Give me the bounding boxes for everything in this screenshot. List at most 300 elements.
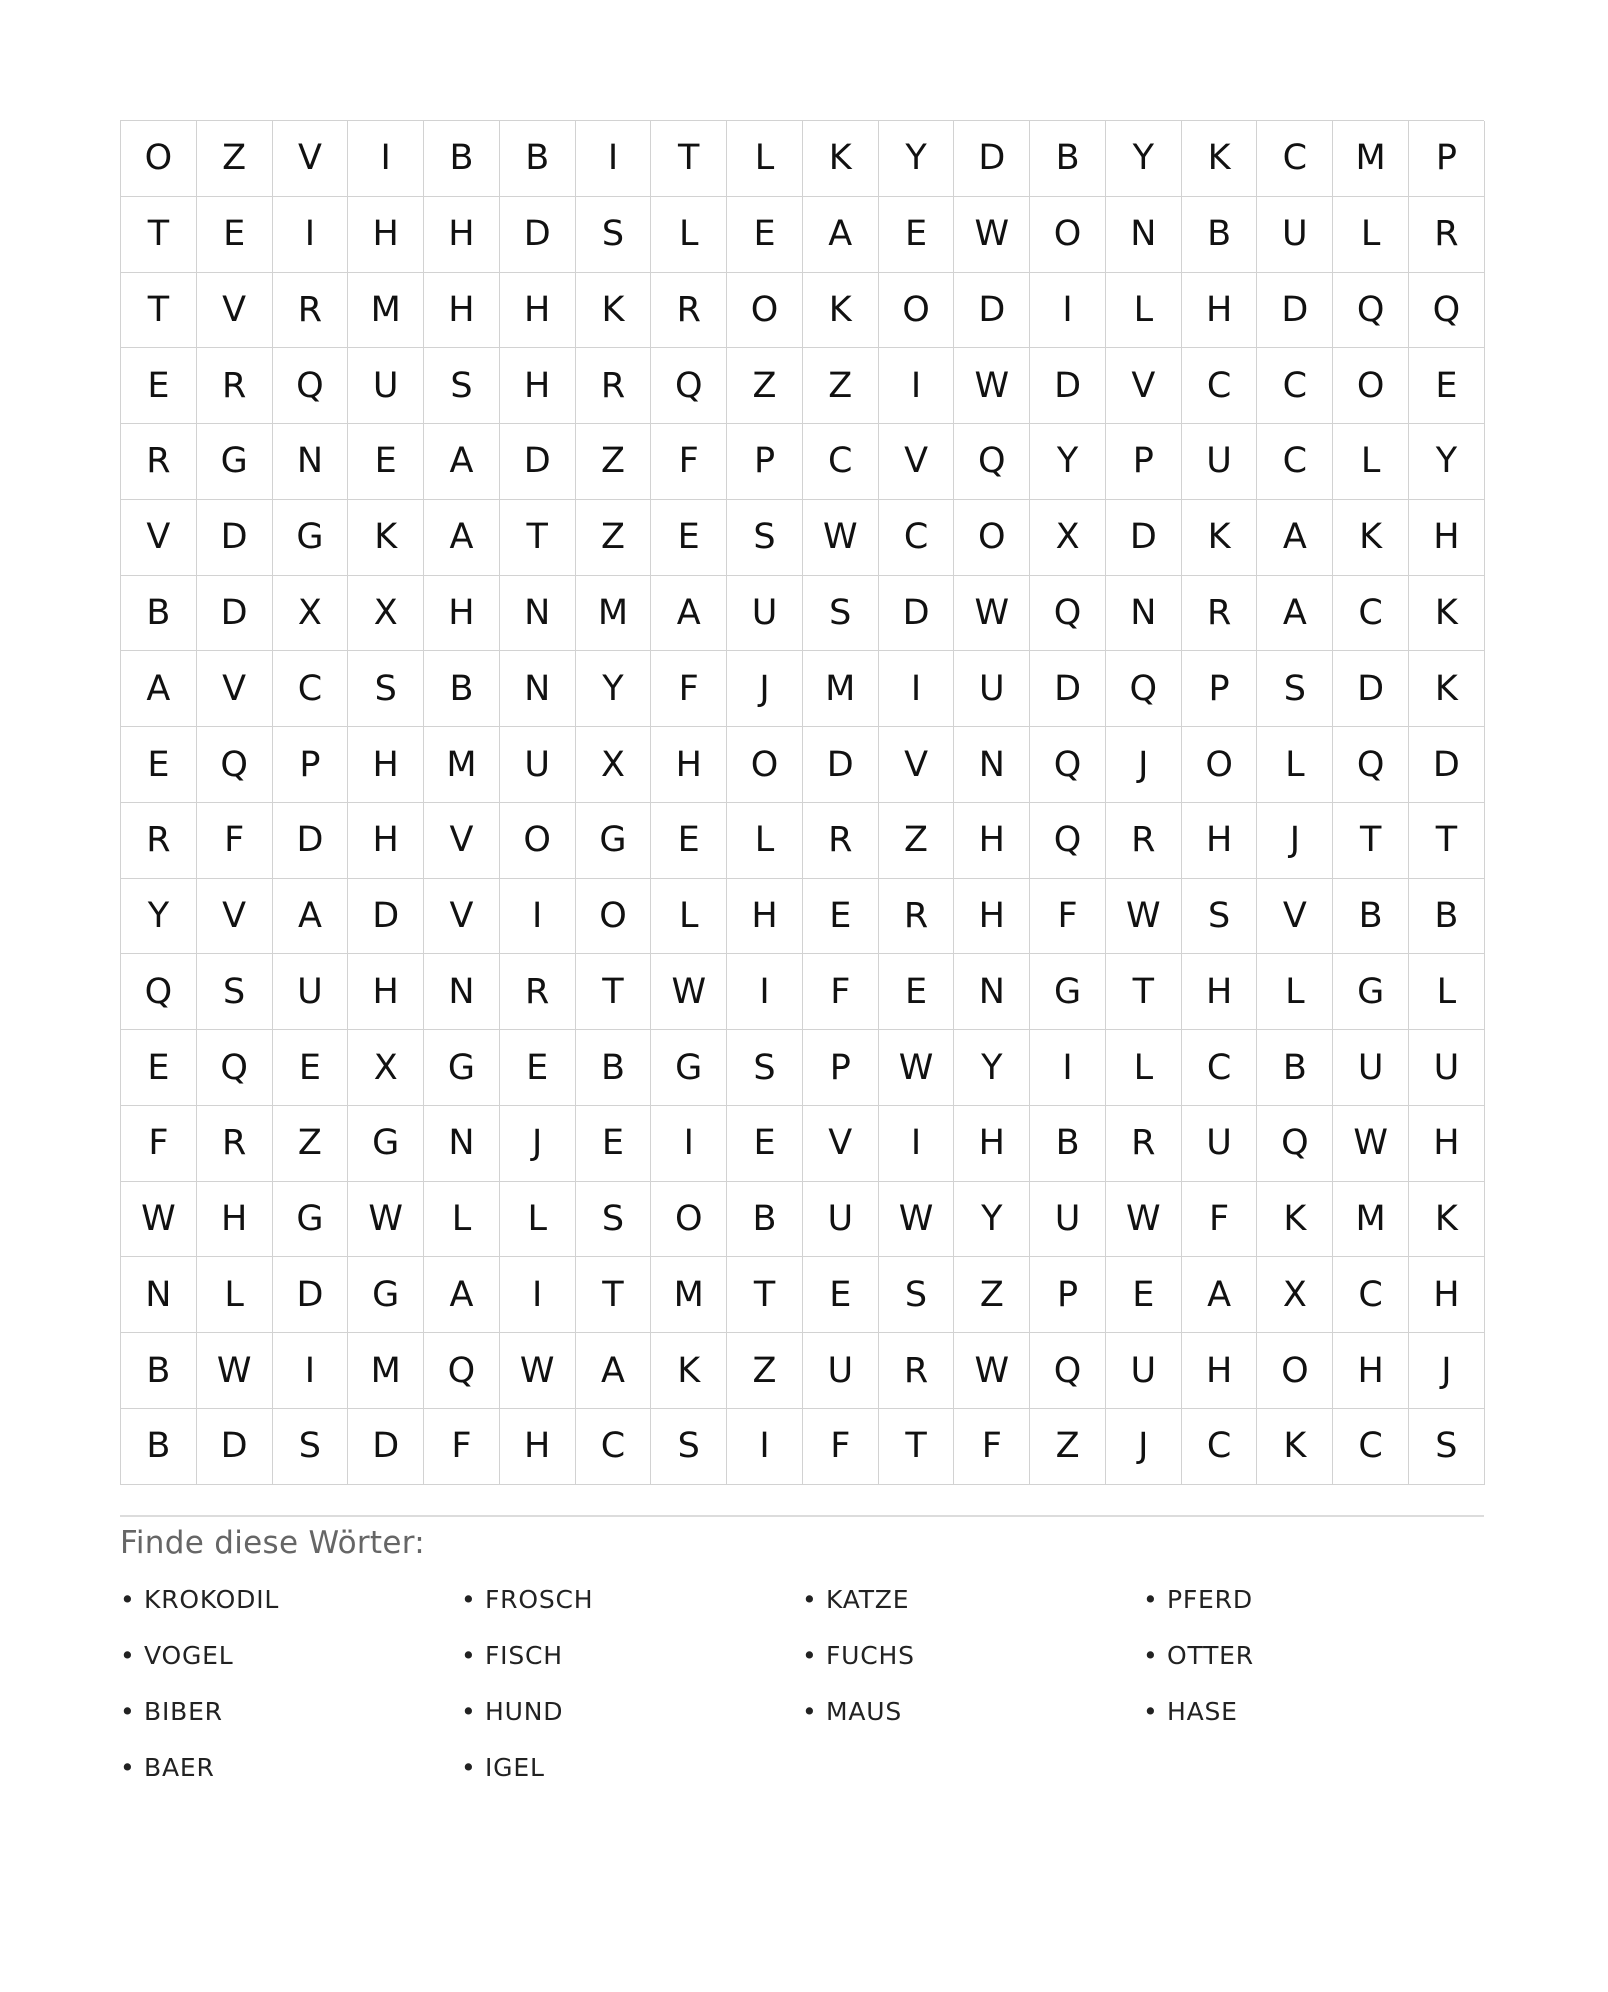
grid-cell[interactable]: Q [273, 348, 349, 424]
grid-cell[interactable]: N [954, 954, 1030, 1030]
grid-cell[interactable]: D [197, 1409, 273, 1485]
grid-cell[interactable]: W [954, 576, 1030, 652]
grid-cell[interactable]: R [879, 1333, 955, 1409]
grid-cell[interactable]: H [348, 727, 424, 803]
grid-cell[interactable]: P [803, 1030, 879, 1106]
grid-cell[interactable]: V [879, 424, 955, 500]
grid-cell[interactable]: N [500, 651, 576, 727]
grid-cell[interactable]: A [424, 424, 500, 500]
grid-cell[interactable]: E [121, 727, 197, 803]
grid-cell[interactable]: V [803, 1106, 879, 1182]
grid-cell[interactable]: H [500, 1409, 576, 1485]
grid-cell[interactable]: E [576, 1106, 652, 1182]
grid-cell[interactable]: N [424, 954, 500, 1030]
grid-cell[interactable]: H [197, 1182, 273, 1258]
grid-cell[interactable]: Y [879, 121, 955, 197]
grid-cell[interactable]: I [273, 197, 349, 273]
grid-cell[interactable]: S [1182, 879, 1258, 955]
grid-cell[interactable]: L [197, 1257, 273, 1333]
grid-cell[interactable]: Y [1030, 424, 1106, 500]
grid-cell[interactable]: H [424, 273, 500, 349]
grid-cell[interactable]: K [803, 273, 879, 349]
grid-cell[interactable]: D [348, 1409, 424, 1485]
grid-cell[interactable]: H [424, 197, 500, 273]
grid-cell[interactable]: N [273, 424, 349, 500]
grid-cell[interactable]: L [1106, 1030, 1182, 1106]
grid-cell[interactable]: I [576, 121, 652, 197]
grid-cell[interactable]: Z [1030, 1409, 1106, 1485]
grid-cell[interactable]: G [576, 803, 652, 879]
grid-cell[interactable]: E [273, 1030, 349, 1106]
grid-cell[interactable]: L [651, 879, 727, 955]
grid-cell[interactable]: M [348, 273, 424, 349]
grid-cell[interactable]: L [1257, 727, 1333, 803]
grid-cell[interactable]: W [879, 1182, 955, 1258]
grid-cell[interactable]: D [1409, 727, 1485, 803]
grid-cell[interactable]: E [1409, 348, 1485, 424]
grid-cell[interactable]: I [1030, 273, 1106, 349]
grid-cell[interactable]: O [954, 500, 1030, 576]
grid-cell[interactable]: Z [954, 1257, 1030, 1333]
grid-cell[interactable]: W [651, 954, 727, 1030]
grid-cell[interactable]: U [500, 727, 576, 803]
grid-cell[interactable]: W [500, 1333, 576, 1409]
grid-cell[interactable]: X [348, 576, 424, 652]
grid-cell[interactable]: G [348, 1257, 424, 1333]
grid-cell[interactable]: U [1333, 1030, 1409, 1106]
grid-cell[interactable]: M [576, 576, 652, 652]
grid-cell[interactable]: A [1182, 1257, 1258, 1333]
grid-cell[interactable]: R [576, 348, 652, 424]
grid-cell[interactable]: S [576, 1182, 652, 1258]
grid-cell[interactable]: H [1182, 1333, 1258, 1409]
grid-cell[interactable]: J [1257, 803, 1333, 879]
grid-cell[interactable]: U [348, 348, 424, 424]
grid-cell[interactable]: R [879, 879, 955, 955]
grid-cell[interactable]: U [273, 954, 349, 1030]
grid-cell[interactable]: D [273, 1257, 349, 1333]
grid-cell[interactable]: A [424, 1257, 500, 1333]
grid-cell[interactable]: S [727, 500, 803, 576]
grid-cell[interactable]: V [424, 879, 500, 955]
grid-cell[interactable]: J [500, 1106, 576, 1182]
grid-cell[interactable]: V [121, 500, 197, 576]
grid-cell[interactable]: R [121, 424, 197, 500]
grid-cell[interactable]: T [1409, 803, 1485, 879]
grid-cell[interactable]: G [651, 1030, 727, 1106]
grid-cell[interactable]: E [727, 197, 803, 273]
grid-cell[interactable]: R [1106, 803, 1182, 879]
grid-cell[interactable]: G [1030, 954, 1106, 1030]
grid-cell[interactable]: Y [1106, 121, 1182, 197]
grid-cell[interactable]: F [954, 1409, 1030, 1485]
grid-cell[interactable]: D [500, 197, 576, 273]
grid-cell[interactable]: F [803, 954, 879, 1030]
grid-cell[interactable]: H [1409, 1106, 1485, 1182]
grid-cell[interactable]: C [1257, 348, 1333, 424]
grid-cell[interactable]: T [879, 1409, 955, 1485]
grid-cell[interactable]: Q [1030, 803, 1106, 879]
grid-cell[interactable]: F [1030, 879, 1106, 955]
grid-cell[interactable]: U [954, 651, 1030, 727]
grid-cell[interactable]: I [500, 1257, 576, 1333]
grid-cell[interactable]: S [1409, 1409, 1485, 1485]
grid-cell[interactable]: U [1257, 197, 1333, 273]
grid-cell[interactable]: W [1333, 1106, 1409, 1182]
grid-cell[interactable]: F [803, 1409, 879, 1485]
grid-cell[interactable]: C [273, 651, 349, 727]
grid-cell[interactable]: W [803, 500, 879, 576]
grid-cell[interactable]: X [273, 576, 349, 652]
grid-cell[interactable]: T [1333, 803, 1409, 879]
grid-cell[interactable]: O [576, 879, 652, 955]
grid-cell[interactable]: T [576, 954, 652, 1030]
grid-cell[interactable]: H [954, 803, 1030, 879]
grid-cell[interactable]: L [727, 803, 803, 879]
grid-cell[interactable]: H [1182, 954, 1258, 1030]
grid-cell[interactable]: T [576, 1257, 652, 1333]
grid-cell[interactable]: T [121, 197, 197, 273]
grid-cell[interactable]: S [727, 1030, 803, 1106]
grid-cell[interactable]: C [1182, 348, 1258, 424]
grid-cell[interactable]: V [197, 651, 273, 727]
grid-cell[interactable]: K [803, 121, 879, 197]
grid-cell[interactable]: T [121, 273, 197, 349]
grid-cell[interactable]: P [727, 424, 803, 500]
grid-cell[interactable]: R [121, 803, 197, 879]
grid-cell[interactable]: X [1257, 1257, 1333, 1333]
grid-cell[interactable]: W [121, 1182, 197, 1258]
grid-cell[interactable]: E [500, 1030, 576, 1106]
grid-cell[interactable]: H [424, 576, 500, 652]
grid-cell[interactable]: U [803, 1333, 879, 1409]
grid-cell[interactable]: I [500, 879, 576, 955]
grid-cell[interactable]: L [424, 1182, 500, 1258]
grid-cell[interactable]: O [727, 727, 803, 803]
grid-cell[interactable]: Q [1257, 1106, 1333, 1182]
grid-cell[interactable]: K [1257, 1182, 1333, 1258]
grid-cell[interactable]: I [727, 954, 803, 1030]
grid-cell[interactable]: T [651, 121, 727, 197]
grid-cell[interactable]: D [273, 803, 349, 879]
grid-cell[interactable]: H [500, 273, 576, 349]
grid-cell[interactable]: Z [879, 803, 955, 879]
grid-cell[interactable]: Y [954, 1030, 1030, 1106]
grid-cell[interactable]: K [651, 1333, 727, 1409]
grid-cell[interactable]: E [1106, 1257, 1182, 1333]
grid-cell[interactable]: E [348, 424, 424, 500]
grid-cell[interactable]: Y [576, 651, 652, 727]
grid-cell[interactable]: K [1182, 121, 1258, 197]
grid-cell[interactable]: E [879, 954, 955, 1030]
grid-cell[interactable]: B [121, 1333, 197, 1409]
grid-cell[interactable]: D [1030, 651, 1106, 727]
grid-cell[interactable]: I [879, 651, 955, 727]
grid-cell[interactable]: S [803, 576, 879, 652]
grid-cell[interactable]: A [1257, 576, 1333, 652]
grid-cell[interactable]: Q [1333, 273, 1409, 349]
grid-cell[interactable]: U [1409, 1030, 1485, 1106]
grid-cell[interactable]: Z [803, 348, 879, 424]
grid-cell[interactable]: I [273, 1333, 349, 1409]
grid-cell[interactable]: P [1030, 1257, 1106, 1333]
grid-cell[interactable]: H [348, 803, 424, 879]
grid-cell[interactable]: C [1182, 1409, 1258, 1485]
grid-cell[interactable]: M [424, 727, 500, 803]
grid-cell[interactable]: D [803, 727, 879, 803]
grid-cell[interactable]: C [803, 424, 879, 500]
grid-cell[interactable]: C [1257, 424, 1333, 500]
grid-cell[interactable]: W [954, 1333, 1030, 1409]
grid-cell[interactable]: S [651, 1409, 727, 1485]
grid-cell[interactable]: N [1106, 576, 1182, 652]
grid-cell[interactable]: N [1106, 197, 1182, 273]
grid-cell[interactable]: O [1333, 348, 1409, 424]
grid-cell[interactable]: B [576, 1030, 652, 1106]
grid-cell[interactable]: V [197, 273, 273, 349]
grid-cell[interactable]: U [1106, 1333, 1182, 1409]
grid-cell[interactable]: O [121, 121, 197, 197]
grid-cell[interactable]: H [1333, 1333, 1409, 1409]
grid-cell[interactable]: A [651, 576, 727, 652]
grid-cell[interactable]: S [576, 197, 652, 273]
grid-cell[interactable]: N [500, 576, 576, 652]
grid-cell[interactable]: M [1333, 1182, 1409, 1258]
grid-cell[interactable]: I [879, 1106, 955, 1182]
grid-cell[interactable]: L [1409, 954, 1485, 1030]
grid-cell[interactable]: F [651, 651, 727, 727]
grid-cell[interactable]: R [803, 803, 879, 879]
grid-cell[interactable]: W [879, 1030, 955, 1106]
grid-cell[interactable]: Q [121, 954, 197, 1030]
grid-cell[interactable]: K [1182, 500, 1258, 576]
grid-cell[interactable]: E [727, 1106, 803, 1182]
grid-cell[interactable]: O [500, 803, 576, 879]
grid-cell[interactable]: E [197, 197, 273, 273]
grid-cell[interactable]: C [879, 500, 955, 576]
grid-cell[interactable]: V [273, 121, 349, 197]
grid-cell[interactable]: U [1182, 1106, 1258, 1182]
grid-cell[interactable]: E [879, 197, 955, 273]
grid-cell[interactable]: K [348, 500, 424, 576]
grid-cell[interactable]: U [727, 576, 803, 652]
grid-cell[interactable]: Z [727, 348, 803, 424]
grid-cell[interactable]: E [651, 500, 727, 576]
grid-cell[interactable]: R [1409, 197, 1485, 273]
grid-cell[interactable]: B [1409, 879, 1485, 955]
grid-cell[interactable]: I [651, 1106, 727, 1182]
grid-cell[interactable]: F [121, 1106, 197, 1182]
grid-cell[interactable]: K [1409, 576, 1485, 652]
grid-cell[interactable]: Q [954, 424, 1030, 500]
grid-cell[interactable]: O [1030, 197, 1106, 273]
grid-cell[interactable]: V [424, 803, 500, 879]
grid-cell[interactable]: Q [1030, 576, 1106, 652]
grid-cell[interactable]: U [803, 1182, 879, 1258]
grid-cell[interactable]: Z [727, 1333, 803, 1409]
grid-cell[interactable]: R [1182, 576, 1258, 652]
grid-cell[interactable]: B [727, 1182, 803, 1258]
grid-cell[interactable]: T [500, 500, 576, 576]
grid-cell[interactable]: Q [1409, 273, 1485, 349]
grid-cell[interactable]: B [121, 576, 197, 652]
grid-cell[interactable]: B [1030, 121, 1106, 197]
grid-cell[interactable]: X [576, 727, 652, 803]
grid-cell[interactable]: B [1030, 1106, 1106, 1182]
grid-cell[interactable]: R [197, 1106, 273, 1182]
grid-cell[interactable]: H [1182, 803, 1258, 879]
grid-cell[interactable]: J [1409, 1333, 1485, 1409]
grid-cell[interactable]: H [954, 1106, 1030, 1182]
grid-cell[interactable]: S [1257, 651, 1333, 727]
grid-cell[interactable]: M [1333, 121, 1409, 197]
grid-cell[interactable]: W [1106, 1182, 1182, 1258]
grid-cell[interactable]: D [348, 879, 424, 955]
grid-cell[interactable]: A [1257, 500, 1333, 576]
grid-cell[interactable]: C [1333, 1257, 1409, 1333]
grid-cell[interactable]: R [651, 273, 727, 349]
grid-cell[interactable]: Q [424, 1333, 500, 1409]
grid-cell[interactable]: A [424, 500, 500, 576]
grid-cell[interactable]: R [197, 348, 273, 424]
grid-cell[interactable]: H [1409, 1257, 1485, 1333]
grid-cell[interactable]: K [1409, 651, 1485, 727]
grid-cell[interactable]: H [1409, 500, 1485, 576]
grid-cell[interactable]: I [879, 348, 955, 424]
grid-cell[interactable]: Z [576, 500, 652, 576]
grid-cell[interactable]: M [651, 1257, 727, 1333]
grid-cell[interactable]: K [1409, 1182, 1485, 1258]
grid-cell[interactable]: G [273, 500, 349, 576]
grid-cell[interactable]: Q [1030, 727, 1106, 803]
grid-cell[interactable]: H [500, 348, 576, 424]
grid-cell[interactable]: Q [197, 1030, 273, 1106]
grid-cell[interactable]: D [1333, 651, 1409, 727]
grid-cell[interactable]: D [1257, 273, 1333, 349]
grid-cell[interactable]: C [1182, 1030, 1258, 1106]
grid-cell[interactable]: O [879, 273, 955, 349]
grid-cell[interactable]: Y [121, 879, 197, 955]
grid-cell[interactable]: V [1106, 348, 1182, 424]
grid-cell[interactable]: P [1182, 651, 1258, 727]
grid-cell[interactable]: D [197, 500, 273, 576]
grid-cell[interactable]: B [1182, 197, 1258, 273]
grid-cell[interactable]: S [348, 651, 424, 727]
grid-cell[interactable]: B [424, 121, 500, 197]
grid-cell[interactable]: B [424, 651, 500, 727]
grid-cell[interactable]: D [954, 273, 1030, 349]
grid-cell[interactable]: H [348, 197, 424, 273]
grid-cell[interactable]: I [1030, 1030, 1106, 1106]
grid-cell[interactable]: L [727, 121, 803, 197]
grid-cell[interactable]: W [1106, 879, 1182, 955]
grid-cell[interactable]: D [1106, 500, 1182, 576]
grid-cell[interactable]: G [197, 424, 273, 500]
grid-cell[interactable]: E [803, 879, 879, 955]
grid-cell[interactable]: Z [576, 424, 652, 500]
grid-cell[interactable]: O [651, 1182, 727, 1258]
grid-cell[interactable]: N [954, 727, 1030, 803]
grid-cell[interactable]: G [424, 1030, 500, 1106]
grid-cell[interactable]: T [727, 1257, 803, 1333]
grid-cell[interactable]: S [424, 348, 500, 424]
grid-cell[interactable]: F [424, 1409, 500, 1485]
grid-cell[interactable]: E [651, 803, 727, 879]
grid-cell[interactable]: J [1106, 1409, 1182, 1485]
grid-cell[interactable]: P [1409, 121, 1485, 197]
grid-cell[interactable]: L [1257, 954, 1333, 1030]
grid-cell[interactable]: A [273, 879, 349, 955]
grid-cell[interactable]: H [1182, 273, 1258, 349]
grid-cell[interactable]: D [879, 576, 955, 652]
grid-cell[interactable]: N [121, 1257, 197, 1333]
grid-cell[interactable]: B [500, 121, 576, 197]
grid-cell[interactable]: D [954, 121, 1030, 197]
grid-cell[interactable]: X [1030, 500, 1106, 576]
grid-cell[interactable]: R [273, 273, 349, 349]
grid-cell[interactable]: F [1182, 1182, 1258, 1258]
grid-cell[interactable]: S [273, 1409, 349, 1485]
grid-cell[interactable]: F [651, 424, 727, 500]
grid-cell[interactable]: E [121, 348, 197, 424]
grid-cell[interactable]: Q [1333, 727, 1409, 803]
grid-cell[interactable]: Q [1030, 1333, 1106, 1409]
grid-cell[interactable]: P [273, 727, 349, 803]
grid-cell[interactable]: E [803, 1257, 879, 1333]
grid-cell[interactable]: W [954, 197, 1030, 273]
grid-cell[interactable]: N [424, 1106, 500, 1182]
grid-cell[interactable]: L [1106, 273, 1182, 349]
grid-cell[interactable]: L [1333, 197, 1409, 273]
grid-cell[interactable]: U [1030, 1182, 1106, 1258]
grid-cell[interactable]: S [197, 954, 273, 1030]
grid-cell[interactable]: Y [1409, 424, 1485, 500]
grid-cell[interactable]: B [1257, 1030, 1333, 1106]
grid-cell[interactable]: W [348, 1182, 424, 1258]
grid-cell[interactable]: M [348, 1333, 424, 1409]
grid-cell[interactable]: Z [273, 1106, 349, 1182]
grid-cell[interactable]: A [576, 1333, 652, 1409]
grid-cell[interactable]: W [197, 1333, 273, 1409]
grid-cell[interactable]: E [121, 1030, 197, 1106]
grid-cell[interactable]: T [1106, 954, 1182, 1030]
grid-cell[interactable]: S [879, 1257, 955, 1333]
grid-cell[interactable]: Q [197, 727, 273, 803]
grid-cell[interactable]: J [1106, 727, 1182, 803]
grid-cell[interactable]: G [348, 1106, 424, 1182]
grid-cell[interactable]: H [727, 879, 803, 955]
grid-cell[interactable]: U [1182, 424, 1258, 500]
grid-cell[interactable]: H [954, 879, 1030, 955]
grid-cell[interactable]: G [273, 1182, 349, 1258]
grid-cell[interactable]: K [1333, 500, 1409, 576]
grid-cell[interactable]: K [576, 273, 652, 349]
grid-cell[interactable]: M [803, 651, 879, 727]
grid-cell[interactable]: R [1106, 1106, 1182, 1182]
grid-cell[interactable]: D [1030, 348, 1106, 424]
grid-cell[interactable]: B [1333, 879, 1409, 955]
grid-cell[interactable]: L [500, 1182, 576, 1258]
grid-cell[interactable]: O [1182, 727, 1258, 803]
grid-cell[interactable]: D [500, 424, 576, 500]
grid-cell[interactable]: O [1257, 1333, 1333, 1409]
grid-cell[interactable]: R [500, 954, 576, 1030]
grid-cell[interactable]: D [197, 576, 273, 652]
grid-cell[interactable]: O [727, 273, 803, 349]
grid-cell[interactable]: K [1257, 1409, 1333, 1485]
grid-cell[interactable]: Z [197, 121, 273, 197]
grid-cell[interactable]: V [879, 727, 955, 803]
